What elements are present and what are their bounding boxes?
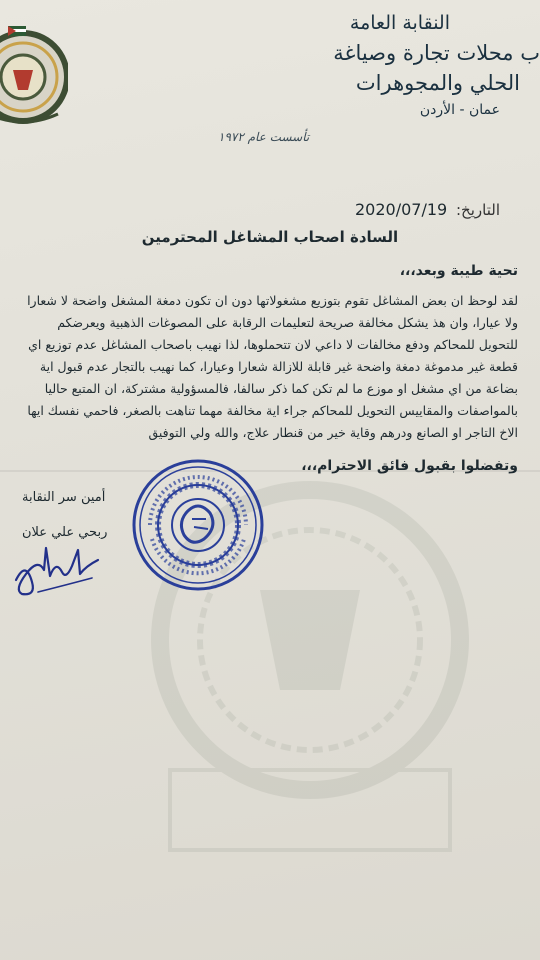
body-line: بضاعة من اي مشغل او موزع ما لم تكن كما ذكر سالفا، فالمسؤولية مشتركة، ان المتبع حاليا <box>44 381 518 396</box>
founded-year: تأسست عام ١٩٧٢ <box>218 130 310 144</box>
letterhead-line-2: ب محلات تجارة وصياغة <box>333 41 540 65</box>
body-line: الاخ التاجر او الصانع ودرهم وقاية خير من قنطار علاج، والله ولي التوفيق <box>148 425 518 440</box>
signatory-name: ربحي علي علان <box>22 525 108 540</box>
greeting: تحية طيبة وبعد،،، <box>399 263 518 279</box>
union-logo <box>0 22 68 132</box>
letterhead-city: عمان - الأردن <box>419 102 500 118</box>
body-line: بالمواصفات والمقاييس التحويل للمحاكم جراء اية مخالفة مهما تناهت بالصغر، فاحمي نفسك ايها <box>27 403 518 418</box>
body-line: لقد لوحظ ان بعض المشاغل تقوم بتوزيع مشغولاتها دون ان تكون دمغة المشغل واضحة لا شعارا <box>27 293 518 308</box>
body-line: ولا عيارا، وان هذ يشكل مخالفة صريحة لتعليمات الرقابة على المصوغات الذهبية ويعرضكم <box>57 315 518 330</box>
letterhead-line-1: النقابة العامة <box>349 12 450 34</box>
body-line: قطعة غير مدموغة دمغة واضحة غير قابلة للازالة شعارا وعيارا، كما نهيب بالتجار عدم قبول اية <box>39 359 518 374</box>
signatory-title: أمين سر النقابة <box>22 490 106 505</box>
letter-body <box>14 290 518 444</box>
official-stamp <box>128 455 268 595</box>
date-label: التاريخ: <box>456 201 500 219</box>
date-value: 2020/07/19 <box>355 200 448 219</box>
letterhead <box>160 8 540 118</box>
letterhead-line-3: الحلي والمجوهرات <box>355 71 520 95</box>
addressee: السادة اصحاب المشاغل المحترمين <box>141 228 399 246</box>
letter-date <box>355 200 500 219</box>
body-line: للتحويل للمحاكم ودفع مخالفات لا داعي لان تتحملوها، لذا نهيب باصحاب المشاغل عدم توزيع اي <box>28 337 518 352</box>
closing-line: وتفضلوا بقبول فائق الاحترام،،، <box>301 458 518 474</box>
handwritten-signature <box>12 530 102 600</box>
